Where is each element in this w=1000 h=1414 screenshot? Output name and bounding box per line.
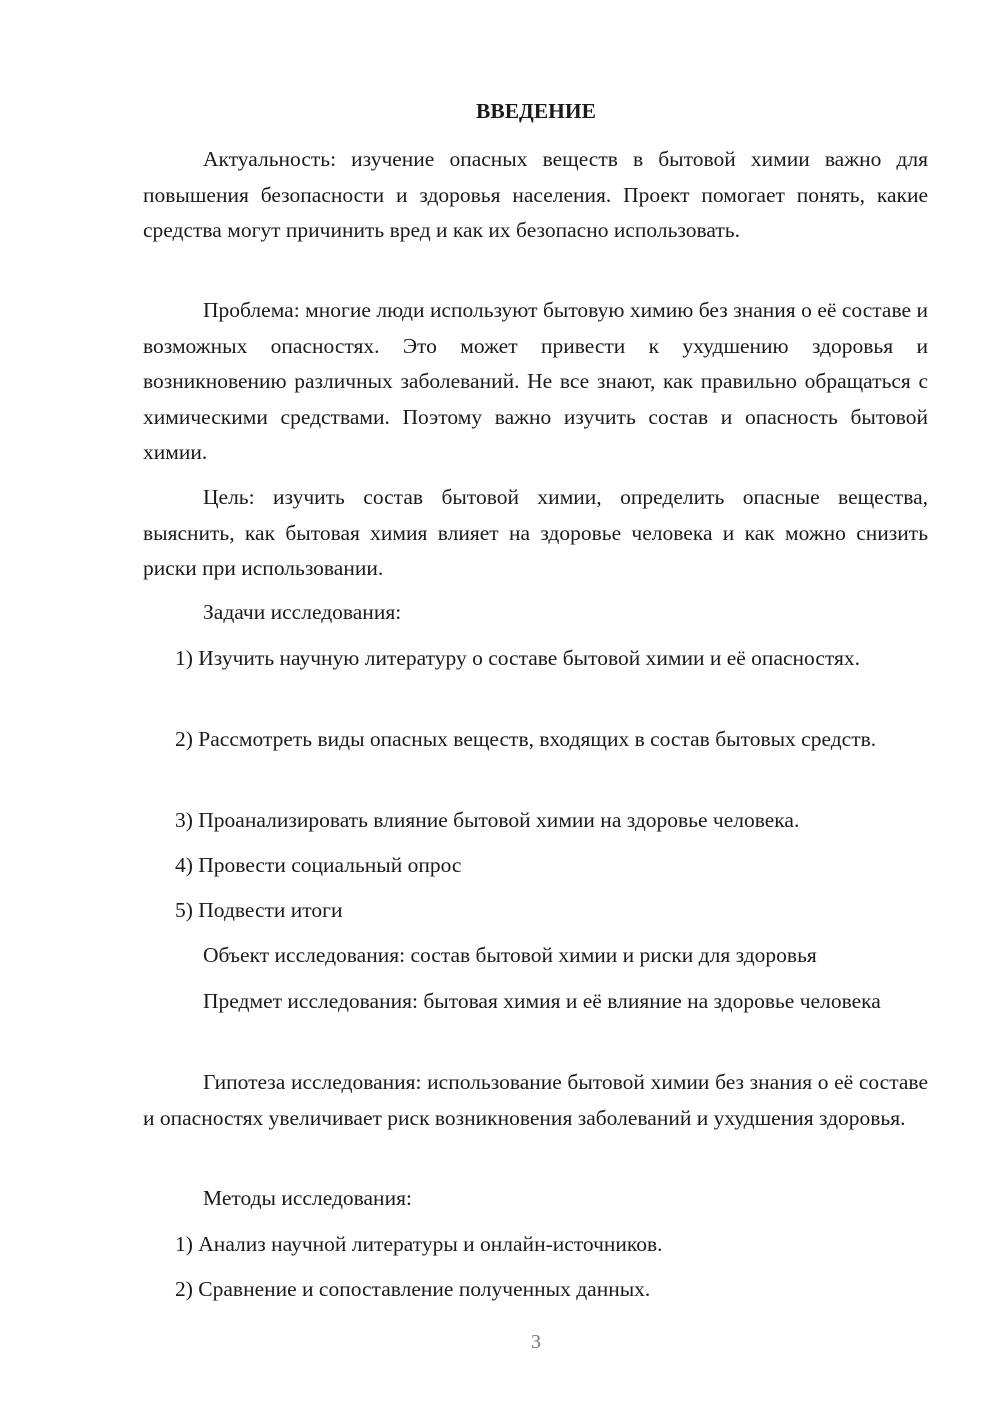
object-paragraph: Объект исследования: состав бытовой химии и риски для здоровья — [203, 943, 817, 967]
subject-paragraph: Предмет исследования: бытовая химия и её влияние на здоровье человека — [203, 989, 881, 1013]
task-item-1: 1) Изучить научную литературу о составе бытовой химии и её опасностях. — [175, 646, 860, 670]
task-item-2: 2) Рассмотреть виды опасных веществ, входящих в состав бытовых средств. — [175, 727, 877, 751]
task-item-4: 4) Провести социальный опрос — [175, 853, 462, 877]
methods-heading: Методы исследования: — [203, 1186, 412, 1210]
problem-paragraph: Проблема: многие люди используют бытовую химию без знания о её составе и возможных опасностях. Это может привести к ухудшению здоровья и возникновению различных заболеваний. Не все знают, как правильно обращаться с химическими средствами. Поэтому важно изучить состав и опасность бытовой химии. — [143, 298, 928, 464]
page-number: 3 — [531, 1331, 541, 1353]
hypothesis-paragraph: Гипотеза исследования: использование бытовой химии без знания о её составе и опасностях увеличивает риск возникновения заболеваний и ухудшения здоровья. — [143, 1070, 928, 1130]
goal-paragraph: Цель: изучить состав бытовой химии, определить опасные вещества, выяснить, как бытовая химия влияет на здоровье человека и как можно снизить риски при использовании. — [143, 485, 928, 580]
task-item-5: 5) Подвести итоги — [175, 898, 343, 922]
method-item-1: 1) Анализ научной литературы и онлайн-источников. — [175, 1232, 663, 1256]
task-item-3: 3) Проанализировать влияние бытовой химии на здоровье человека. — [175, 808, 800, 832]
relevance-paragraph: Актуальность: изучение опасных веществ в бытовой химии важно для повышения безопасности и здоровья населения. Проект помогает понять, какие средства могут причинить вред и как их безопасно использовать. — [143, 147, 928, 242]
tasks-heading: Задачи исследования: — [203, 600, 402, 624]
method-item-2: 2) Сравнение и сопоставление полученных данных. — [175, 1277, 651, 1301]
section-title: ВВЕДЕНИЕ — [476, 99, 596, 123]
